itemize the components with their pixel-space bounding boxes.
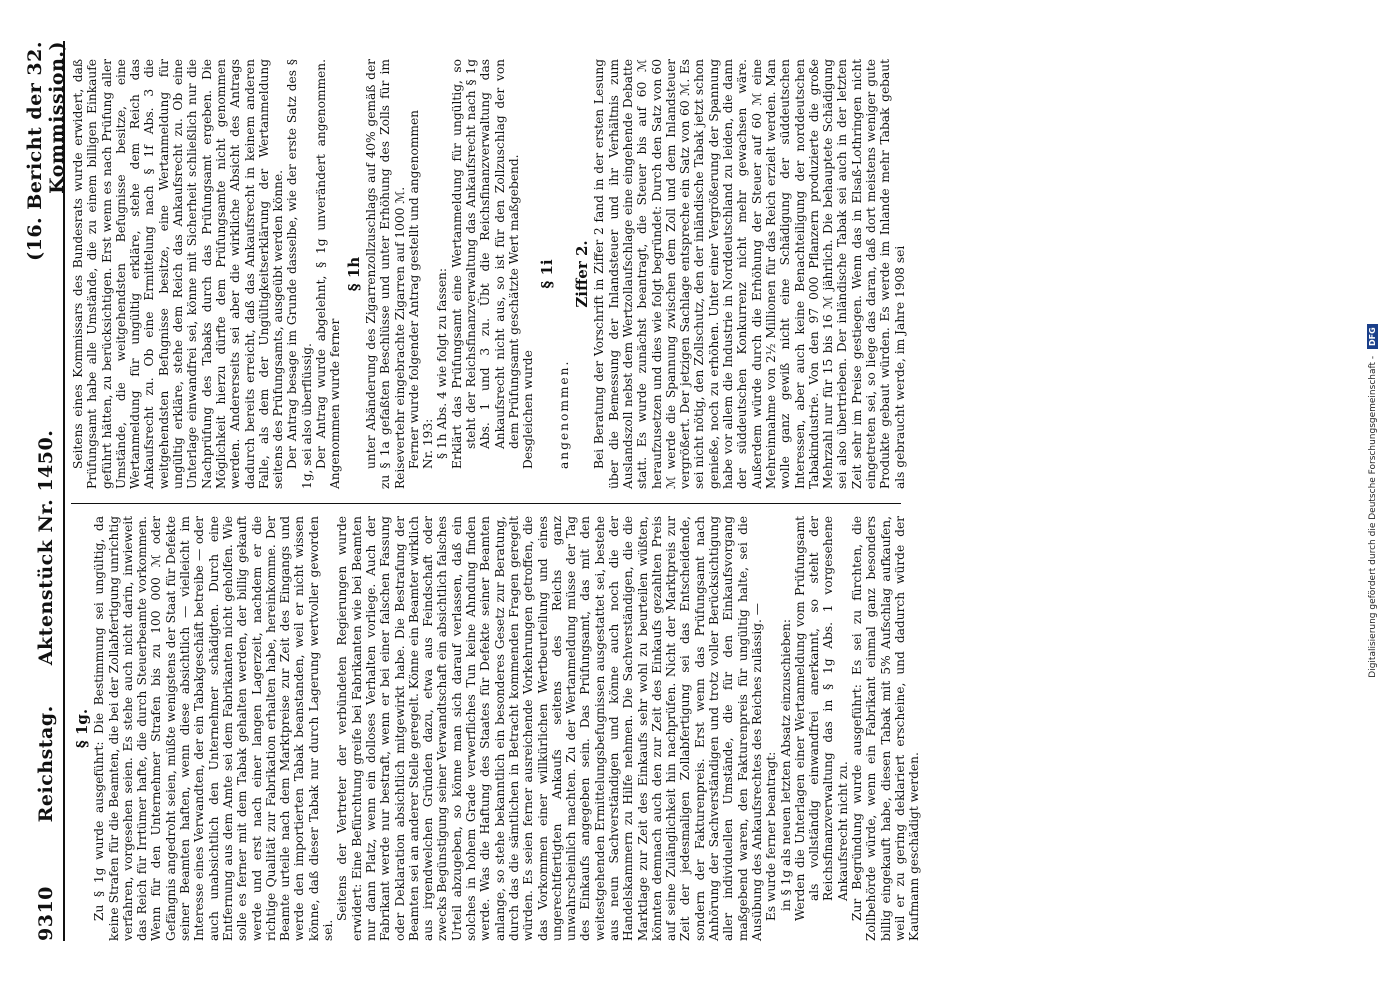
header-right-title: (16. Bericht der 32. Kommission.): [24, 41, 68, 261]
digitization-footer: [1367, 1, 1378, 1001]
page-number: 9310: [35, 886, 57, 941]
paragraph: Zur Begründung wurde ausgeführt: Es sei zu fürchten, die Zollbehörde würde, wenn ein Fabrikant einmal ganz besonders billig eingekauft habe, diesen Tabak mit 5% Aufschlag aufkaufen, weil er zu gering deklariert erscheine, und dadurch würde der Kaufmann geschädigt werden.: [850, 516, 922, 941]
section-heading: § 1i: [537, 259, 556, 289]
footer-text: Digitalisierung gefördert durch die Deutsche Forschungsgemeinschaft -: [1368, 355, 1378, 678]
paragraph: in § 1g als neuen letzten Absatz einzuschieben:: [778, 619, 793, 911]
paragraph-quote: Werden die Unterlagen einer Wertanmeldung vom Prüfungsamt als vollständig einwandfrei anerkannt, so steht der Reichsfinanzverwaltung das in § 1g Abs. 1 vorgesehene Ankaufsrecht nicht zu.: [792, 516, 850, 921]
paragraph: Der Antrag besage im Grunde dasselbe, wie der erste Satz des § 1g, sei also überflüssig.: [285, 59, 314, 489]
section-heading: Ziffer 2.: [573, 240, 592, 308]
page-header: [24, 41, 68, 941]
paragraph: unter Abänderung des Zigarrenzollzuschlags auf 40% gemäß der zu § 1a gefaßten Beschlüsse und unter Erhöhung des Zolls für im Reisevertehr eingebrachte Zigarren auf 1000 ℳ.: [363, 59, 407, 489]
paragraph: angenommen.: [556, 359, 571, 469]
paragraph: Der Antrag wurde abgelehnt, § 1g unverändert angenommen. Angenommen wurde ferner: [314, 59, 343, 489]
paragraph: Zu § 1g wurde ausgeführt: Die Bestimmung sei ungültig, da keine Strafen für die Beamten, die bei der Zollabfertigung unrichtig verfahren, vorgesehen seien. Es stehe auch nicht darin, inwieweit das Reich für Irrtümer hafte, die durch Steuerbeamte vorkommen. Wenn für den Unternehmer Strafen bis zu 100 000 ℳ oder Gefängnis angedroht seien, müßte wenigstens der Staat für Defekte seiner Beamten haften, wenn diese absichtlich — vielleicht im Interesse eines Verwandten, der ein Tabakgeschäft betreibe — oder auch unabsichtlich den Unternehmer schädigten. Durch eine Entfernung aus dem Amte sei dem Fabrikanten nicht geholfen. Wie solle es ferner mit dem Tabak gehalten werden, der billig gekauft werde und erst nach einer langen Lagerzeit, nachdem er die richtige Qualität zur Fabrikation erhalten habe, hereinkomme. Der Beamte urteile nach dem Marktpreise zur Zeit des Eingangs und werde den importierten Tabak beanstanden, weil er nicht wissen könne, daß dieser Tabak nur durch Lagerung wertvoller geworden sei.: [92, 516, 336, 941]
header-left-title: Reichstag.: [35, 705, 57, 823]
column-divider: [71, 503, 901, 504]
paragraph: Es wurde ferner beantragt:: [764, 751, 779, 921]
paragraph: § 1h Abs. 4 wie folgt zu fassen:: [435, 267, 450, 459]
header-titles: [35, 401, 57, 851]
section-heading: § 1g.: [73, 708, 91, 749]
paragraph: Desgleichen wurde: [521, 350, 536, 469]
paragraph: Seitens eines Kommissars des Bundesrats wurde erwidert, daß Prüfungsamt habe alle Umstände, die zu einem billigen Einkaufe geführt hätten, zu berücksichtigen. Erst wenn es nach Prüfung aller Umstände, die weitgehendsten Befugnisse besitze, eine Wertanmeldung für ungültig erkläre, stehe dem Reich das Ankaufsrecht zu. Ob eine Ermittelung nach § 1f Abs. 3 die weitgehendsten Befugnisse besitze, eine Wertanmeldung für ungültig erkläre, stehe dem Reich das Ankaufsrecht zu. Ob eine Unterlage einwandfrei sei, könne mit Sicherheit schließlich nur die Nachprüfung des Tabaks durch das Prüfungsamt ergeben. Die Möglichkeit hierzu dürfte dem Prüfungsamte nicht genommen werden. Andererseits sei aber die wirkliche Absicht des Antrags dadurch bereits erreicht, daß das Ankaufsrecht in keinem anderen Falle, als dem der Ungültigkeitserklärung der Wertanmeldung seitens des Prüfungsamts, ausgeübt werden könne.: [71, 59, 286, 489]
header-center-title: Aktenstück Nr. 1450.: [35, 429, 57, 666]
document-page: [0, 1, 1382, 1001]
paragraph-quote: Erklärt das Prüfungsamt eine Wertanmeldung für ungültig, so steht der Reichsfinanzverwaltung das Ankaufsrecht nach § 1g Abs. 1 und 3 zu. Übt die Reichsfinanzverwaltung das Ankaufsrecht nicht aus, so ist für den Zollzuschlag der von dem Prüfungsamt geschätzte Wert maßgebend.: [449, 59, 521, 469]
paragraph: Ferner wurde folgender Antrag gestellt und angenommen: [406, 109, 421, 469]
dfg-logo: DFG: [1367, 324, 1378, 349]
left-column: [71, 516, 922, 941]
paragraph: Seitens der Vertreter der verbündeten Regierungen wurde erwidert: Eine Befürchtung greife bei Fabrikanten wie bei Beamten nur dann Platz, wenn ein dolloses Verhalten vorliege. Auch der Fabrikant werde nur bestraft, wenn er bei einer falschen Fassung oder Deklaration absichtlich mitgewirkt habe. Die Bestrafung der Beamten sei an anderer Stelle geregelt. Könne ein Beamter wirklich aus irgendwelchen Gründen dazu, etwa aus Feindschaft oder zwecks Begünstigung seiner Verwandtschaft ein absichtlich falsches Urteil abzugeben, so könne man sich darauf verlassen, daß ein solches in hohem Grade verwerfliches Tun keine Ahndung finden werde. Was die Haftung des Staates für Defekte seiner Beamten anlange, so stehe bekanntlich ein besonderes Gesetz zur Beratung, durch das die sämtlichen in Betracht kommenden Fragen geregelt würden. Es seien ferner ausreichende Vorkehrungen getroffen, die das Vorkommen einer willkürlichen Wertbeurteilung und eines ungerechtfertigten Ankaufs seitens des Reichs ganz unwahrscheinlich machten. Zu der Wertanmeldung müsse der Tag des Einkaufs angegeben sein. Das Prüfungsamt, das mit den weitestgehenden Ermittelungsbefugnissen ausgestattet sei, bestehe aus neun Sachverständigen und könne auch noch die der Handelskammern zu Hilfe nehmen. Die Sachverständigen, die die Marktlage zur Zeit des Einkaufs sehr wohl zu beurteilen wüßten, könnten demnach auch den zur Zeit des Einkaufs gezahlten Preis auf seine Zulänglichkeit hin nachprüfen. Nicht der Marktpreis zur Zeit der jedesmaligen Zollabfertigung sei das Entscheidende, sondern der Fakturenpreis. Erst wenn das Prüfungsamt nach Anhörung der Sachverständigen und trotz voller Berücksichtigung aller individuellen Umstände, die für den Einkaufsvorgang maßgebend waren, den Fakturenpreis für ungültig halte, sei die Ausübung des Ankaufsrechtes des Reiches zulässig. —: [335, 516, 764, 941]
right-column: [71, 59, 907, 489]
section-heading: § 1h: [344, 256, 363, 292]
paragraph: Bei Beratung der Vorschrift in Ziffer 2 fand in der ersten Lesung über die Bemessung der Inlandsteuer und ihr Verhältnis zum Auslandszoll nebst dem Wertzollaufschlage eine eingehende Debatte statt. Es wurde zunächst beantragt, die Steuer bis auf 60 ℳ heraufzusetzen und dies wie folgt begründet: Durch den Satz von 60 ℳ werde die Spannung zwischen dem Zoll und dem Inlandsteuer vergrößert. Der jetzigen Sachlage entspreche ein Satz von 60 ℳ. Es sei nicht nötig, den Zollschutz, den der inländische Tabak jetzt schon genieße, noch zu erhöhen. Unter einer Vergrößerung der Spannung habe vor allem die Industrie in Norddeutschland zu leiden, die dann der süddeutschen Konkurrenz nicht mehr gewachsen wäre. Außerdem würde durch die Erhöhung der Steuer auf 60 ℳ eine Mehreinnahme von 2½ Millionen für das Reich erzielt werden. Man wolle ganz gewiß nicht eine Schädigung der süddeutschen Interessen, aber auch keine Benachteiligung der norddeutschen Tabakindustrie. Von den 97 000 Pflanzern produzierte die große Mehrzahl nur für 15 bis 16 ℳ jährlich. Die behauptete Schädigung sei also übertrieben. Der inländische Tabak sei auch in der letzten Zeit sehr im Preise gestiegen. Wenn das in Elsaß-Lothringen nicht eingetreten sei, so liege das daran, daß dort meistens weniger gute Produkte gebaut würden. Es werde im Inlande mehr Tabak gebaut als gebraucht werde, im Jahre 1908 sei: [592, 59, 907, 489]
paragraph: Nr. 193:: [421, 418, 436, 469]
header-rule: [63, 41, 65, 941]
